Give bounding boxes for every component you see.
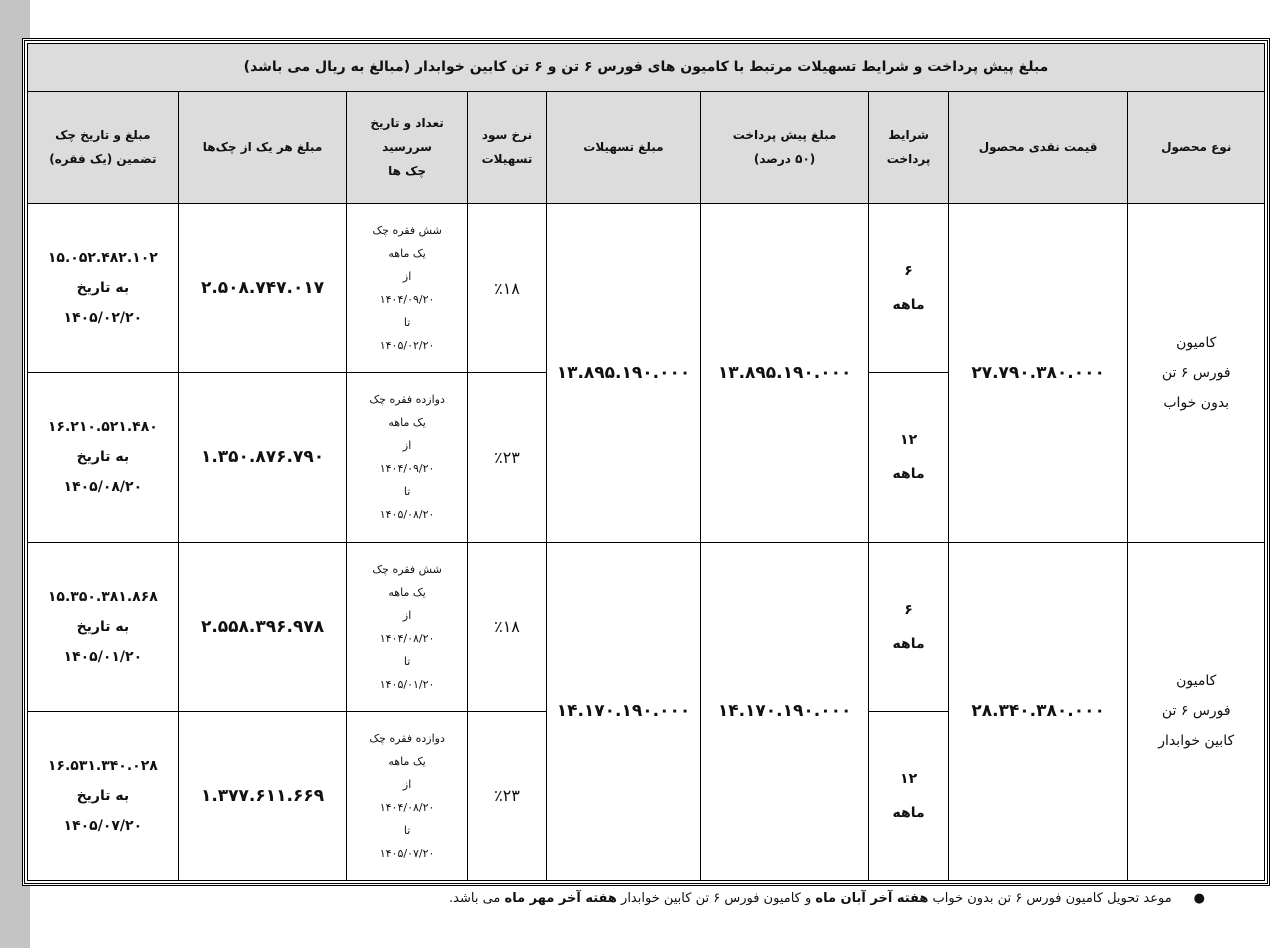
delivery-note-emphasis: هفته آخر مهر ماه	[504, 891, 617, 906]
payment-terms: ۶ ماهه	[869, 542, 948, 711]
interest-rate: ٪۲۳	[467, 373, 546, 542]
delivery-note	[449, 891, 1205, 906]
each-check-amount: ۲.۵۵۸.۳۹۶.۹۷۸	[178, 542, 347, 711]
pricing-table-frame	[22, 38, 1270, 886]
checks-schedule: شش فقره چک یک ماهه از ۱۴۰۴/۰۹/۲۰ تا ۱۴۰۵/۰۲/۲۰	[347, 204, 467, 373]
guarantee-check: ۱۵.۳۵۰.۳۸۱.۸۶۸ به تاریخ ۱۴۰۵/۰۱/۲۰	[28, 542, 179, 711]
facility-amount: ۱۳.۸۹۵.۱۹۰.۰۰۰	[547, 204, 701, 542]
payment-terms: ۶ ماهه	[869, 204, 948, 373]
prepayment-amount: ۱۳.۸۹۵.۱۹۰.۰۰۰	[700, 204, 869, 542]
header-product: نوع محصول	[1128, 91, 1265, 203]
checks-schedule: دوازده فقره چک یک ماهه از ۱۴۰۴/۰۹/۲۰ تا ۱۴۰۵/۰۸/۲۰	[347, 373, 467, 542]
product-name: کامیون فورس ۶ تن بدون خواب	[1128, 204, 1265, 542]
header-prepayment: مبلغ پیش پرداخت (۵۰ درصد)	[700, 91, 869, 203]
each-check-amount: ۲.۵۰۸.۷۴۷.۰۱۷	[178, 204, 347, 373]
guarantee-check: ۱۵.۰۵۲.۴۸۲.۱۰۲ به تاریخ ۱۴۰۵/۰۲/۲۰	[28, 204, 179, 373]
header-rate: نرخ سود تسهیلات	[467, 91, 546, 203]
checks-schedule: شش فقره چک یک ماهه از ۱۴۰۴/۰۸/۲۰ تا ۱۴۰۵/۰۱/۲۰	[347, 542, 467, 711]
header-cash-price: قیمت نقدی محصول	[948, 91, 1128, 203]
prepayment-amount: ۱۴.۱۷۰.۱۹۰.۰۰۰	[700, 542, 869, 880]
delivery-note-segment: می باشد.	[449, 891, 505, 906]
interest-rate: ٪۱۸	[467, 542, 546, 711]
payment-terms: ۱۲ ماهه	[869, 711, 948, 880]
each-check-amount: ۱.۳۷۷.۶۱۱.۶۶۹	[178, 711, 347, 880]
table-row	[28, 204, 1265, 373]
interest-rate: ٪۱۸	[467, 204, 546, 373]
header-facility: مبلغ تسهیلات	[547, 91, 701, 203]
guarantee-check: ۱۶.۲۱۰.۵۲۱.۴۸۰ به تاریخ ۱۴۰۵/۰۸/۲۰	[28, 373, 179, 542]
cash-price: ۲۸.۳۴۰.۳۸۰.۰۰۰	[948, 542, 1128, 880]
pricing-table	[27, 43, 1265, 881]
table-title: مبلغ پیش پرداخت و شرایط تسهیلات مرتبط با کامیون های فورس ۶ تن و ۶ تن کابین خوابدار (مبالغ به ریال می باشد)	[28, 44, 1265, 92]
checks-schedule: دوازده فقره چک یک ماهه از ۱۴۰۴/۰۸/۲۰ تا ۱۴۰۵/۰۷/۲۰	[347, 711, 467, 880]
product-name: کامیون فورس ۶ تن کابین خوابدار	[1128, 542, 1265, 880]
interest-rate: ٪۲۳	[467, 711, 546, 880]
header-terms: شرایط پرداخت	[869, 91, 948, 203]
header-row	[28, 91, 1265, 203]
guarantee-check: ۱۶.۵۳۱.۳۴۰.۰۲۸ به تاریخ ۱۴۰۵/۰۷/۲۰	[28, 711, 179, 880]
header-each-check: مبلغ هر یک از چک‌ها	[178, 91, 347, 203]
each-check-amount: ۱.۳۵۰.۸۷۶.۷۹۰	[178, 373, 347, 542]
delivery-note-segment: و کامیون فورس ۶ تن کابین خوابدار	[616, 891, 816, 906]
facility-amount: ۱۴.۱۷۰.۱۹۰.۰۰۰	[547, 542, 701, 880]
delivery-note-emphasis: هفته آخر آبان ماه	[815, 891, 929, 906]
header-checks-count: تعداد و تاریخ سررسید چک ها	[347, 91, 467, 203]
payment-terms: ۱۲ ماهه	[869, 373, 948, 542]
delivery-note-text	[449, 891, 1172, 906]
delivery-note-segment: موعد تحویل کامیون فورس ۶ تن بدون خواب	[928, 891, 1172, 906]
header-guarantee: مبلغ و تاریخ چک تضمین (یک فقره)	[28, 91, 179, 203]
bullet-icon: ●	[1193, 891, 1205, 906]
table-row	[28, 542, 1265, 711]
cash-price: ۲۷.۷۹۰.۳۸۰.۰۰۰	[948, 204, 1128, 542]
